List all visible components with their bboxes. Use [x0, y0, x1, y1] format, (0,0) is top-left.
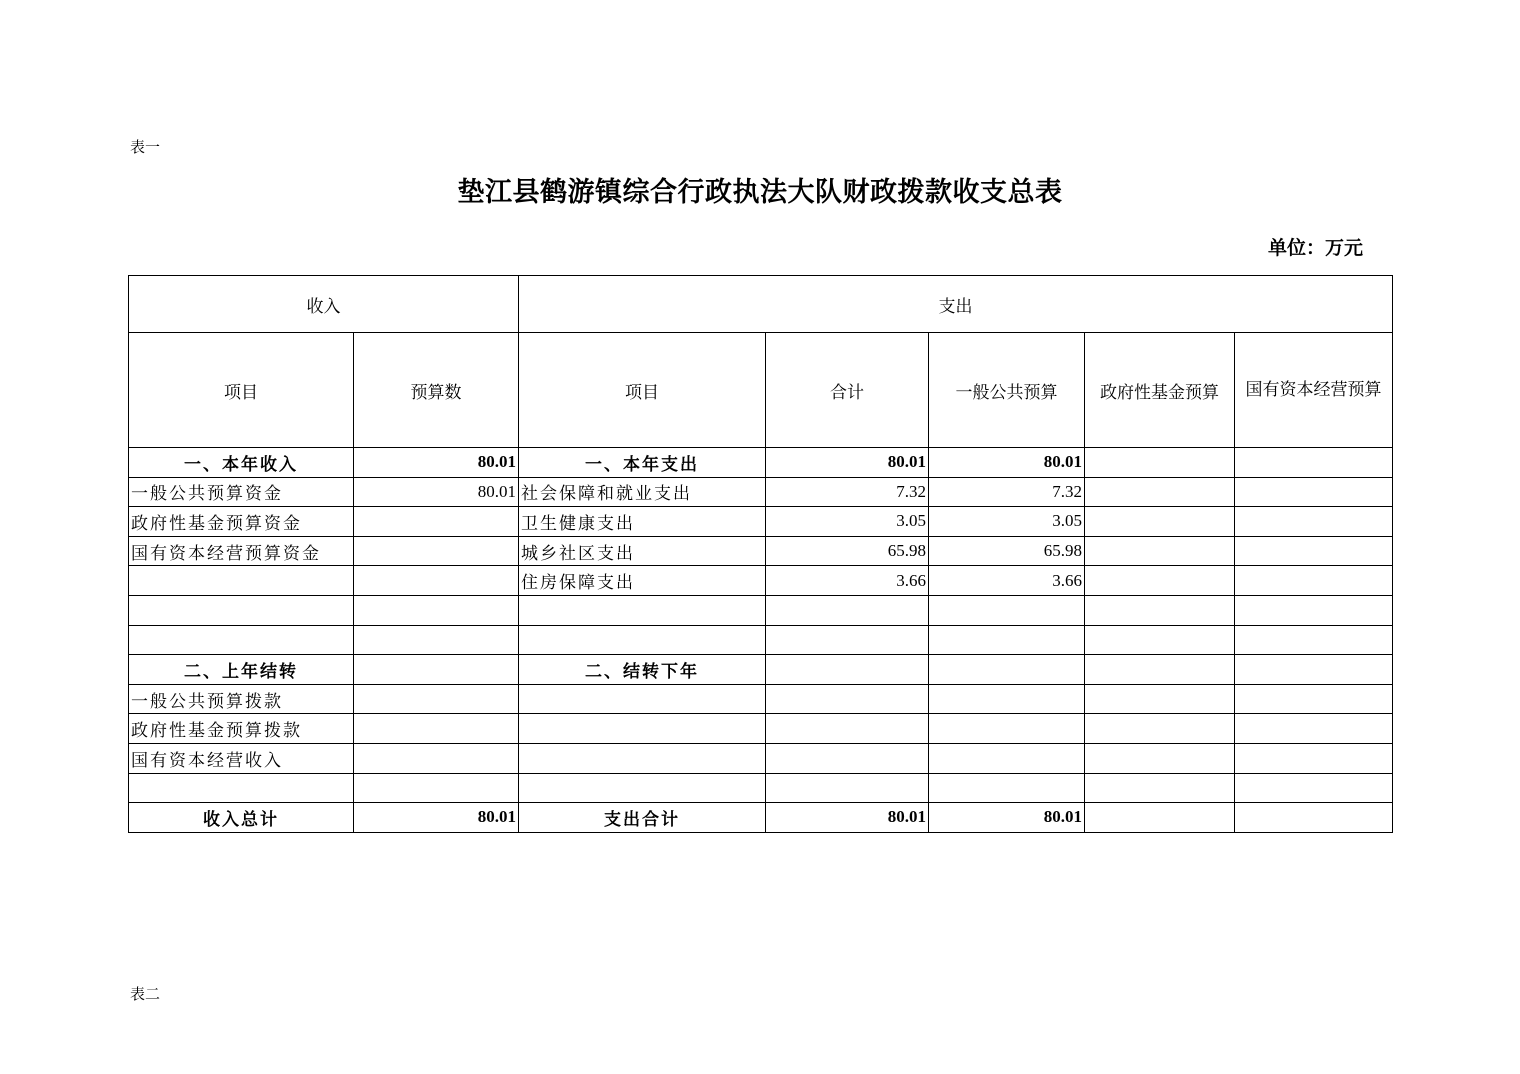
income-section-header: 收入: [129, 276, 519, 333]
income-budget-cell: [354, 625, 519, 655]
header-expense-item: 项目: [519, 333, 766, 448]
fund-budget-cell: [1085, 595, 1235, 625]
expense-total-cell: [766, 625, 929, 655]
table-row: [129, 448, 1393, 478]
income-budget-cell: [354, 566, 519, 596]
table-row: [129, 743, 1393, 773]
income-budget-cell: [354, 595, 519, 625]
income-item-cell: 一、本年收入: [129, 448, 354, 478]
state-capital-cell: [1235, 684, 1393, 714]
income-item-cell: 政府性基金预算资金: [129, 507, 354, 537]
table-row: [129, 477, 1393, 507]
general-budget-cell: [929, 684, 1085, 714]
header-fund-budget: 政府性基金预算: [1085, 333, 1235, 448]
table-row: [129, 536, 1393, 566]
state-capital-cell: [1235, 803, 1393, 833]
expense-total-cell: [766, 773, 929, 803]
income-budget-cell: [354, 743, 519, 773]
expense-total-cell: [766, 595, 929, 625]
table-row: [129, 773, 1393, 803]
expense-item-cell: [519, 714, 766, 744]
income-budget-cell: [354, 714, 519, 744]
state-capital-cell: [1235, 536, 1393, 566]
fund-budget-cell: [1085, 743, 1235, 773]
fund-budget-cell: [1085, 477, 1235, 507]
header-general-budget: 一般公共预算: [929, 333, 1085, 448]
expense-item-cell: 二、结转下年: [519, 655, 766, 685]
state-capital-cell: [1235, 714, 1393, 744]
column-header-row: [129, 333, 1393, 448]
general-budget-cell: [929, 655, 1085, 685]
document-title: 垫江县鹤游镇综合行政执法大队财政拨款收支总表: [457, 177, 1063, 208]
expense-item-cell: [519, 773, 766, 803]
income-budget-cell: 80.01: [354, 448, 519, 478]
expense-total-cell: [766, 684, 929, 714]
expense-total-cell: 80.01: [766, 803, 929, 833]
budget-summary-table: [128, 275, 1393, 833]
expense-item-cell: 住房保障支出: [519, 566, 766, 596]
header-total: 合计: [766, 333, 929, 448]
fund-budget-cell: [1085, 566, 1235, 596]
table-row: [129, 595, 1393, 625]
expense-total-cell: [766, 655, 929, 685]
fund-budget-cell: [1085, 803, 1235, 833]
income-item-cell: [129, 566, 354, 596]
expense-total-cell: [766, 743, 929, 773]
fund-budget-cell: [1085, 684, 1235, 714]
state-capital-cell: [1235, 507, 1393, 537]
table-row: [129, 684, 1393, 714]
state-capital-cell: [1235, 566, 1393, 596]
general-budget-cell: 7.32: [929, 477, 1085, 507]
expense-total-cell: 3.05: [766, 507, 929, 537]
income-item-cell: [129, 625, 354, 655]
income-item-cell: 一般公共预算资金: [129, 477, 354, 507]
income-item-cell: 收入总计: [129, 803, 354, 833]
income-item-cell: 一般公共预算拨款: [129, 684, 354, 714]
state-capital-cell: [1235, 595, 1393, 625]
state-capital-cell: [1235, 773, 1393, 803]
table-row: [129, 714, 1393, 744]
table-row: [129, 803, 1393, 833]
expense-item-cell: [519, 684, 766, 714]
income-item-cell: 国有资本经营收入: [129, 743, 354, 773]
income-budget-cell: 80.01: [354, 477, 519, 507]
fund-budget-cell: [1085, 507, 1235, 537]
expense-total-cell: 3.66: [766, 566, 929, 596]
expense-item-cell: 卫生健康支出: [519, 507, 766, 537]
expense-section-header: 支出: [519, 276, 1393, 333]
income-item-cell: [129, 595, 354, 625]
fund-budget-cell: [1085, 448, 1235, 478]
expense-item-cell: [519, 743, 766, 773]
fund-budget-cell: [1085, 714, 1235, 744]
expense-total-cell: 80.01: [766, 448, 929, 478]
expense-item-cell: 社会保障和就业支出: [519, 477, 766, 507]
expense-item-cell: [519, 595, 766, 625]
expense-item-cell: 支出合计: [519, 803, 766, 833]
income-budget-cell: [354, 655, 519, 685]
fund-budget-cell: [1085, 655, 1235, 685]
header-income-budget: 预算数: [354, 333, 519, 448]
header-income-item: 项目: [129, 333, 354, 448]
state-capital-cell: [1235, 477, 1393, 507]
general-budget-cell: [929, 625, 1085, 655]
expense-item-cell: 城乡社区支出: [519, 536, 766, 566]
state-capital-cell: [1235, 448, 1393, 478]
general-budget-cell: [929, 595, 1085, 625]
income-item-cell: 二、上年结转: [129, 655, 354, 685]
expense-total-cell: 7.32: [766, 477, 929, 507]
state-capital-cell: [1235, 743, 1393, 773]
general-budget-cell: [929, 743, 1085, 773]
table-row: [129, 566, 1393, 596]
general-budget-cell: 80.01: [929, 803, 1085, 833]
table-row: [129, 655, 1393, 685]
fund-budget-cell: [1085, 625, 1235, 655]
general-budget-cell: [929, 773, 1085, 803]
section-header-row: [129, 276, 1393, 333]
general-budget-cell: 3.05: [929, 507, 1085, 537]
table-label-2: 表二: [130, 985, 161, 1003]
expense-item-cell: [519, 625, 766, 655]
table-row: [129, 507, 1393, 537]
income-item-cell: [129, 773, 354, 803]
general-budget-cell: 80.01: [929, 448, 1085, 478]
fund-budget-cell: [1085, 536, 1235, 566]
state-capital-cell: [1235, 655, 1393, 685]
income-budget-cell: 80.01: [354, 803, 519, 833]
fund-budget-cell: [1085, 773, 1235, 803]
expense-total-cell: [766, 714, 929, 744]
income-item-cell: 政府性基金预算拨款: [129, 714, 354, 744]
table-label-1: 表一: [130, 138, 161, 156]
header-state-capital-budget: 国有资本经营预算: [1235, 333, 1393, 448]
general-budget-cell: 65.98: [929, 536, 1085, 566]
table-row: [129, 625, 1393, 655]
general-budget-cell: 3.66: [929, 566, 1085, 596]
income-budget-cell: [354, 507, 519, 537]
income-budget-cell: [354, 773, 519, 803]
general-budget-cell: [929, 714, 1085, 744]
income-budget-cell: [354, 684, 519, 714]
expense-total-cell: 65.98: [766, 536, 929, 566]
income-budget-cell: [354, 536, 519, 566]
income-item-cell: 国有资本经营预算资金: [129, 536, 354, 566]
expense-item-cell: 一、本年支出: [519, 448, 766, 478]
state-capital-cell: [1235, 625, 1393, 655]
unit-label: 单位：万元: [1267, 237, 1363, 259]
